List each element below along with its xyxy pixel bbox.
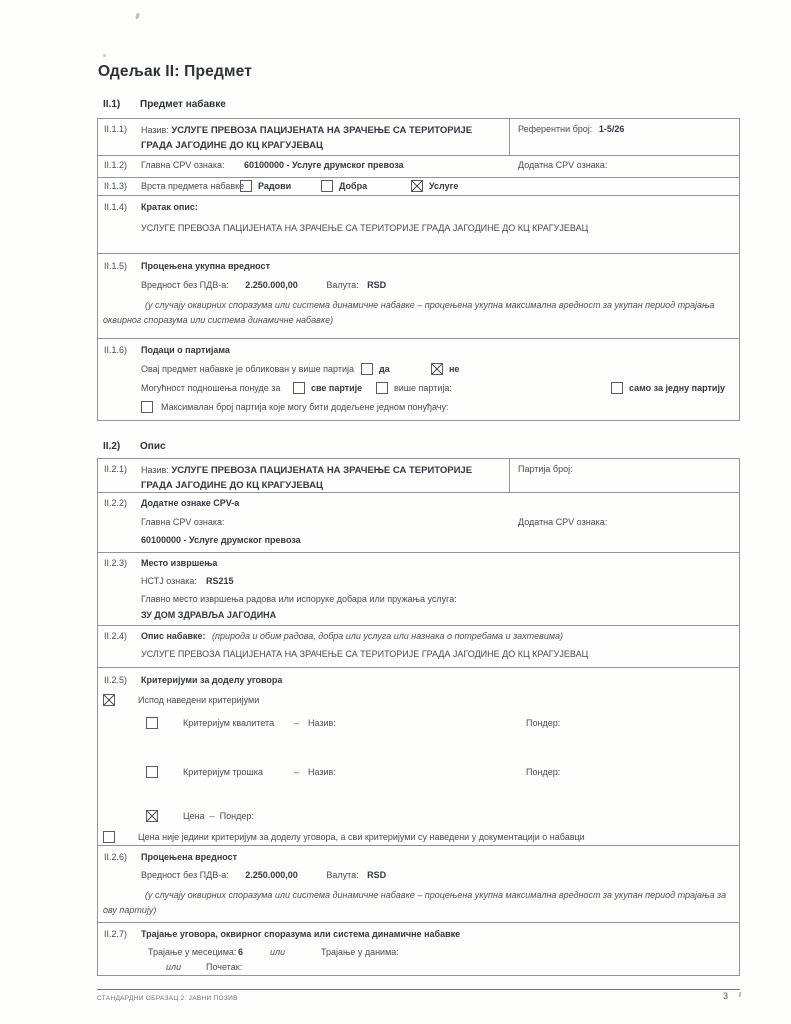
subsection-heading-II1 <box>97 99 740 113</box>
duration-months-label: Трајање у месецима: <box>148 947 237 957</box>
cena-nije-jedini-checkbox <box>103 831 115 843</box>
currency-value: RSD <box>367 280 387 290</box>
description-label-line <box>141 631 563 641</box>
radovi-checkbox <box>240 180 252 192</box>
duration-days-label: Трајање у данима: <box>321 947 399 957</box>
table-row-II.2.6 <box>98 845 739 922</box>
table-row-II.2.3 <box>98 552 739 625</box>
main-cpv-label: Главна CPV ознака: <box>141 517 225 527</box>
additional-cpv-label: Додатна CPV ознака: <box>518 517 608 527</box>
da-label: да <box>379 364 390 374</box>
table-row-II.1.6 <box>98 338 739 420</box>
description-label: Опис набавке: <box>141 631 206 641</box>
kriterijum-kvaliteta-label: Критеријум квалитета <box>183 718 275 728</box>
duration-months-value: 6 <box>238 947 244 957</box>
currency-label: Валута: <box>326 870 359 880</box>
table-row-II.1.4 <box>98 195 739 253</box>
reference-number-value: 1-5/26 <box>598 124 625 134</box>
dobra-label: Добра <box>339 181 368 191</box>
ne-checkbox <box>431 363 443 375</box>
description-value: УСЛУГЕ ПРЕВОЗА ПАЦИЈЕНАТА НА ЗРАЧЕЊЕ СА ТЕРИТОРИЈЕ ГРАДА ЈАГОДИНЕ ДО КЦ КРАГУЈЕВАЦ <box>141 649 589 659</box>
item-number: II.2.5) <box>104 675 128 685</box>
value-line <box>141 870 386 880</box>
bids-possibility-label: Могућност подношења понуде за <box>141 383 281 393</box>
estimated-total-value-title: Процењена укупна вредност <box>141 261 270 271</box>
table-row-II.2.4 <box>98 625 739 667</box>
estimated-value-title: Процењена вредност <box>141 852 238 862</box>
reference-number-cell <box>509 119 739 155</box>
naziv-field <box>141 123 501 153</box>
additional-cpv-label: Додатна CPV ознака: <box>518 160 608 170</box>
additional-cpv-title: Додатне ознаке CPV-а <box>141 498 240 508</box>
kriterijum-troska-checkbox <box>146 766 158 778</box>
cena-nije-jedini-label: Цена није једини критеријум за доделу уговора, а сви критеријуми су наведени у документацији о набавци <box>138 832 585 842</box>
item-number: II.1.1) <box>104 124 128 134</box>
award-criteria-title: Критеријуми за доделу уговора <box>141 675 283 685</box>
cena-checkbox <box>146 810 158 822</box>
subsection-heading-II2 <box>97 441 740 455</box>
nstj-value: RS215 <box>206 576 234 586</box>
item-number: II.2) <box>103 441 121 452</box>
table-row-II.1.1 <box>98 119 739 155</box>
subsection-title: Предмет набавке <box>140 99 226 110</box>
item-number: II.2.4) <box>104 631 128 641</box>
or-word: или <box>270 947 286 957</box>
ispod-kriterijumi-checkbox <box>103 694 115 706</box>
item-number: II.1.2) <box>104 160 128 170</box>
lot-number-cell <box>509 459 739 492</box>
dobra-checkbox <box>321 180 333 192</box>
place-of-performance-title: Место извршења <box>141 558 218 568</box>
value-without-vat-label: Вредност без ПДВ-а: <box>141 280 229 290</box>
main-cpv-label: Главна CPV ознака: <box>141 160 225 170</box>
troska-ponder-label: Пондер: <box>526 767 561 777</box>
table-row-II.2.7 <box>98 922 739 975</box>
main-cpv-value: 60100000 - Услуге друмског превоза <box>141 535 301 545</box>
value-without-vat-label: Вредност без ПДВ-а: <box>141 870 229 880</box>
subsection-title: Опис <box>140 441 166 452</box>
page-number: 3 <box>723 991 729 1001</box>
section-title: Одељак II: Предмет <box>98 63 253 80</box>
dash: – <box>294 767 300 777</box>
naziv-value: УСЛУГЕ ПРЕВОЗА ПАЦИЈЕНАТА НА ЗРАЧЕЊЕ СА ТЕРИТОРИЈЕ ГРАДА ЈАГОДИНЕ ДО КЦ КРАГУЈЕВАЦ <box>141 465 473 491</box>
footer-form-name: СТАНДАРДНИ ОБРАЗАЦ 2: ЈАВНИ ПОЗИВ <box>97 995 238 1002</box>
footer-divider <box>97 989 740 990</box>
kriterijum-troska-label: Критеријум трошка <box>183 767 263 777</box>
table-row-II.2.2 <box>98 492 739 552</box>
framework-agreement-note: (у случају оквирних споразума или система динамичне набавке – процењена укупна максимална вредност за укупан период трајања оквирног споразума или система динамичне набавке) <box>103 300 715 325</box>
item-number: II.2.1) <box>104 464 128 474</box>
item-number: II.1.3) <box>104 181 128 191</box>
usluge-label: Услуге <box>429 181 459 191</box>
value-without-vat-amount: 2.250.000,00 <box>245 870 298 880</box>
kvaliteta-naziv-label: Назив: <box>308 718 336 728</box>
nstj-label: НСТЈ ознака: <box>141 576 197 586</box>
naziv-field <box>141 463 501 493</box>
duration-title: Трајање уговора, оквирног споразума или система динамичне набавке <box>141 929 461 939</box>
table-row-II.2.5 <box>98 667 739 845</box>
troska-naziv-label: Назив: <box>308 767 336 777</box>
item-number: II.1.6) <box>104 345 128 355</box>
vise-partija-checkbox <box>376 382 388 394</box>
framework-agreement-note: (у случају оквирних споразума или система динамичне набавке – процењена укупна максимална вредност за укупан период трајања за ову партију) <box>103 890 727 915</box>
scan-artifact <box>103 54 106 57</box>
description-label-note: (природа и обим радова, добра или услуга или назнака о потребама и захтевима) <box>212 631 564 641</box>
main-place-label: Главно место извршења радова или испоруке добара или пружања услуга: <box>141 594 457 604</box>
start-label: Почетак: <box>206 962 243 972</box>
short-description-label: Кратак опис: <box>141 202 198 212</box>
table-row-II.1.3 <box>98 177 739 195</box>
item-number: II.2.3) <box>104 558 128 568</box>
lot-number-label: Партија број: <box>518 464 573 474</box>
item-number: II.2.7) <box>104 929 128 939</box>
main-place-value: ЗУ ДОМ ЗДРАВЉА ЈАГОДИНА <box>141 610 277 620</box>
table-row-II.1.2 <box>98 155 739 177</box>
currency-value: RSD <box>367 870 387 880</box>
cena-ponder-label: Цена – Пондер: <box>183 811 254 821</box>
dash: – <box>294 718 300 728</box>
radovi-label: Радови <box>258 181 292 191</box>
naziv-label: Назив: <box>141 465 169 475</box>
usluge-checkbox <box>411 180 423 192</box>
ne-label: не <box>449 364 460 374</box>
da-checkbox <box>361 363 373 375</box>
table-row-II.2.1 <box>98 459 739 492</box>
value-line <box>141 280 386 290</box>
item-number: II.1.4) <box>104 202 128 212</box>
samo-jedna-partija-checkbox <box>611 382 623 394</box>
kriterijum-kvaliteta-checkbox <box>146 717 158 729</box>
sve-partije-label: све партије <box>311 383 363 393</box>
lots-info-title: Подаци о партијама <box>141 345 230 355</box>
ispod-kriterijumi-label: Испод наведени критеријуми <box>138 695 260 705</box>
item-number: II.2.2) <box>104 498 128 508</box>
currency-label: Валута: <box>326 280 359 290</box>
naziv-label: Назив: <box>141 125 169 135</box>
table-row-II.1.5 <box>98 253 739 338</box>
lots-question-label: Овај предмет набавке је обликован у више партија <box>141 364 355 374</box>
or-word: или <box>166 962 182 972</box>
vise-partija-label: више партија: <box>394 383 452 393</box>
kvaliteta-ponder-label: Пондер: <box>526 718 561 728</box>
procurement-type-label: Врста предмета набавке <box>141 181 245 191</box>
item-number: II.1) <box>103 99 121 110</box>
short-description-value: УСЛУГЕ ПРЕВОЗА ПАЦИЈЕНАТА НА ЗРАЧЕЊЕ СА ТЕРИТОРИЈЕ ГРАДА ЈАГОДИНЕ ДО КЦ КРАГУЈЕВАЦ <box>141 223 589 233</box>
max-partija-checkbox <box>141 401 153 413</box>
reference-number-label: Референтни број: <box>518 124 593 134</box>
item-number: II.2.6) <box>104 852 128 862</box>
sve-partije-checkbox <box>293 382 305 394</box>
max-partija-label: Максималан број партија које могу бити додељене једном понуђачу: <box>161 402 449 412</box>
scan-artifact <box>135 13 140 20</box>
item-number: II.1.5) <box>104 261 128 271</box>
scan-artifact <box>739 992 742 997</box>
opis-table <box>97 458 740 976</box>
naziv-value: УСЛУГЕ ПРЕВОЗА ПАЦИЈЕНАТА НА ЗРАЧЕЊЕ СА ТЕРИТОРИЈЕ ГРАДА ЈАГОДИНЕ ДО КЦ КРАГУЈЕВАЦ <box>141 125 473 151</box>
value-without-vat-amount: 2.250.000,00 <box>245 280 298 290</box>
predmet-table <box>97 118 740 421</box>
samo-jedna-partija-label: само за једну партију <box>629 383 725 393</box>
main-cpv-value: 60100000 - Услуге друмског превоза <box>244 160 404 170</box>
